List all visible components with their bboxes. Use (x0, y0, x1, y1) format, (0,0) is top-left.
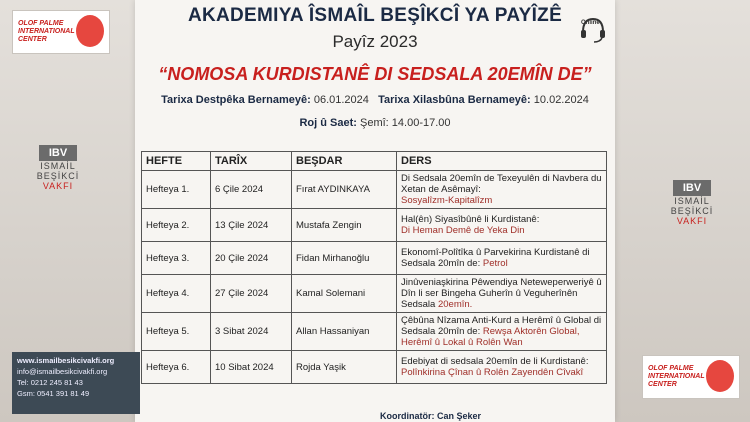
olof-palme-logo-text: OLOF PALME INTERNATIONAL CENTER (18, 20, 75, 43)
header-week: HEFTE (142, 152, 211, 171)
start-date-label: Tarixa Destpêka Bernameyê: (161, 94, 311, 106)
date-cell: 13 Çile 2024 (211, 209, 292, 242)
lesson-subtitle: Rewşa Aktorên Global, Herêmî û Lokal û Rolên Wan (401, 326, 580, 348)
lesson-cell (397, 313, 607, 351)
speaker-cell: Rojda Yaşik (292, 351, 397, 384)
contact-box (12, 352, 140, 414)
start-date: 06.01.2024 (313, 94, 369, 106)
contact-gsm: Gsm: 0541 391 81 49 (17, 389, 90, 398)
ibv-logo-line1: ISMAİL (40, 161, 76, 171)
date-cell: 10 Sibat 2024 (211, 351, 292, 384)
ibv-logo-right-line1: ISMAİL (674, 196, 710, 206)
week-cell: Hefteya 2. (142, 209, 211, 242)
table-row (142, 171, 607, 209)
lesson-subtitle: Polînkirina Çînan û Rolên Zayendên Cîvakî (401, 367, 584, 378)
time-value: Şemî: 14.00-17.00 (360, 117, 451, 129)
speaker-cell: Fidan Mirhanoğlu (292, 242, 397, 275)
week-cell: Hefteya 3. (142, 242, 211, 275)
ibv-logo-mark: IBV (39, 145, 77, 161)
olof-palme-face-icon (76, 15, 104, 47)
contact-tel: Tel: 0212 245 81 43 (17, 378, 83, 387)
lesson-title: Di Sedsala 20emîn de Texeyulên di Navbera du Xetan de Asêmayî: (401, 173, 602, 195)
header-speaker: BEŞDAR (292, 152, 397, 171)
week-cell: Hefteya 5. (142, 313, 211, 351)
lesson-subtitle: 20emîn. (437, 299, 473, 310)
ibv-logo-line2: BEŞİKCİ (36, 171, 80, 181)
olof-palme-logo-right-text: OLOF PALME INTERNATIONAL CENTER (648, 365, 705, 388)
date-cell: 20 Çile 2024 (211, 242, 292, 275)
ibv-logo-left (36, 145, 80, 191)
date-cell: 3 Sibat 2024 (211, 313, 292, 351)
ibv-logo-right (670, 180, 714, 226)
online-label: Online (581, 20, 600, 26)
speaker-cell: Mustafa Zengin (292, 209, 397, 242)
end-date-label: Tarixa Xilasbûna Bernameyê: (378, 94, 531, 106)
lesson-cell (397, 242, 607, 275)
speaker-cell: Fırat AYDINKAYA (292, 171, 397, 209)
program-time (150, 117, 600, 129)
lesson-subtitle: Petrol (482, 258, 508, 269)
table-header-row (142, 152, 607, 171)
lesson-title: Edebiyat di sedsala 20emîn de li Kurdistanê: (401, 356, 589, 367)
poster-subtitle: Payîz 2023 (332, 32, 418, 51)
ibv-logo-right-line3: VAKFI (676, 216, 708, 226)
table-row (142, 313, 607, 351)
lesson-title: Ekonomî-Polîtîka û Parvekirina Kurdistanê di Sedsala 20mîn de: (401, 247, 590, 269)
ibv-logo-mark-right: IBV (673, 180, 711, 196)
headset-icon (578, 14, 608, 44)
poster-headline: “NOMOSA KURDISTANÊ DI SEDSALA 20EMÎN DE” (158, 64, 592, 84)
contact-web[interactable]: www.ismailbesikcivakfi.org (17, 356, 115, 365)
ibv-logo-line3: VAKFI (42, 181, 74, 191)
date-cell: 6 Çile 2024 (211, 171, 292, 209)
table-row (142, 242, 607, 275)
week-cell: Hefteya 4. (142, 275, 211, 313)
lesson-title: Çêbûna Nîzama Anti-Kurd a Herêmî û Global di Sedsala 20mîn de: (401, 315, 602, 337)
header-lesson: DERS (397, 152, 607, 171)
end-date: 10.02.2024 (533, 94, 589, 106)
lesson-subtitle: Di Heman Demê de Yeka Din (401, 225, 525, 236)
week-cell: Hefteya 1. (142, 171, 211, 209)
ibv-logo-right-line2: BEŞİKCİ (670, 206, 714, 216)
olof-palme-logo (12, 10, 110, 54)
lesson-cell (397, 171, 607, 209)
speaker-cell: Kamal Solemani (292, 275, 397, 313)
lesson-cell (397, 209, 607, 242)
lesson-subtitle: Sosyalîzm-Kapitalîzm (401, 195, 493, 206)
schedule-table (141, 151, 607, 384)
contact-email[interactable]: info@ismailbesikcivakfi.org (17, 367, 108, 376)
date-cell: 27 Çile 2024 (211, 275, 292, 313)
week-cell: Hefteya 6. (142, 351, 211, 384)
lesson-cell (397, 351, 607, 384)
table-row (142, 275, 607, 313)
olof-palme-logo-right (642, 355, 740, 399)
header-date: TARÎX (211, 152, 292, 171)
time-label: Roj û Saet: (299, 117, 357, 129)
lesson-cell (397, 275, 607, 313)
olof-palme-face-icon-right (706, 360, 734, 392)
coordinator: Koordinatör: Can Şeker (380, 411, 482, 421)
speaker-cell: Allan Hassaniyan (292, 313, 397, 351)
table-row (142, 209, 607, 242)
poster-title: AKADEMIYA ÎSMAÎL BEŞÎKCÎ YA PAYÎZÊ (187, 5, 563, 26)
table-row (142, 351, 607, 384)
program-dates (150, 94, 600, 106)
lesson-title: Hal(ên) Siyasîbûnê li Kurdistanê: (401, 214, 540, 225)
lesson-title: Jinûveniaşkirina Pêwendiya Neteweperweriyê û Dîn li ser Bingeha Guherîn û Veguherînên Sedsala (401, 277, 602, 310)
